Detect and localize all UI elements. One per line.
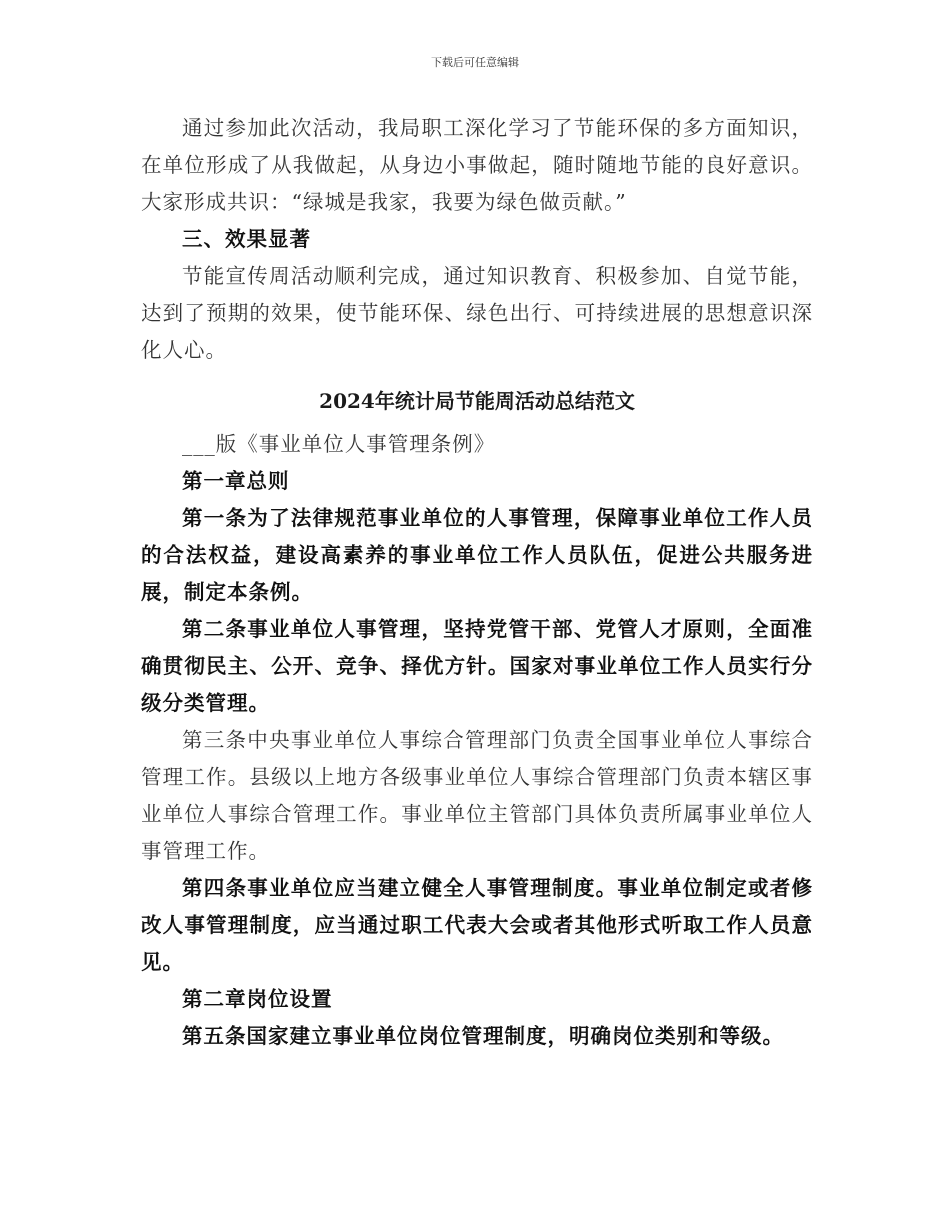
article-2: 第二条事业单位人事管理，坚持党管干部、党管人才原则，全面准确贯彻民主、公开、竞争、择优方针。国家对事业单位工作人员实行分级分类管理。 bbox=[141, 617, 813, 715]
paragraph-activity-result: 通过参加此次活动，我局职工深化学习了节能环保的多方面知识，在单位形成了从我做起，从身边小事做起，随时随地节能的良好意识。大家形成共识：“绿城是我家，我要为绿色做贡献。” bbox=[141, 116, 813, 214]
article-1: 第一条为了法律规范事业单位的人事管理，保障事业单位工作人员的合法权益，建设高素养的事业单位工作人员队伍，促进公共服务进展，制定本条例。 bbox=[141, 506, 813, 604]
document-body bbox=[141, 110, 813, 1055]
article-4: 第四条事业单位应当建立健全人事管理制度。事业单位制定或者修改人事管理制度，应当通过职工代表大会或者其他形式听取工作人员意见。 bbox=[141, 876, 813, 974]
article-5: 第五条国家建立事业单位岗位管理制度，明确岗位类别和等级。 bbox=[182, 1024, 784, 1048]
chapter-1-heading: 第一章总则 bbox=[182, 469, 290, 493]
edition-line: ___版《事业单位人事管理条例》 bbox=[182, 432, 496, 456]
document-title: 2024年统计局节能周活动总结范文 bbox=[319, 389, 635, 413]
paragraph-effect: 节能宣传周活动顺利完成，通过知识教育、积极参加、自觉节能，达到了预期的效果，使节能环保、绿色出行、可持续进展的思想意识深化人心。 bbox=[141, 264, 813, 362]
chapter-2-heading: 第二章岗位设置 bbox=[182, 987, 333, 1011]
section-heading-effect: 三、效果显著 bbox=[182, 227, 311, 251]
article-3: 第三条中央事业单位人事综合管理部门负责全国事业单位人事综合管理工作。县级以上地方各级事业单位人事综合管理部门负责本辖区事业单位人事综合管理工作。事业单位主管部门具体负责所属事业单位人事管理工作。 bbox=[141, 728, 813, 863]
page-header-note: 下载后可任意编辑 bbox=[431, 56, 519, 69]
